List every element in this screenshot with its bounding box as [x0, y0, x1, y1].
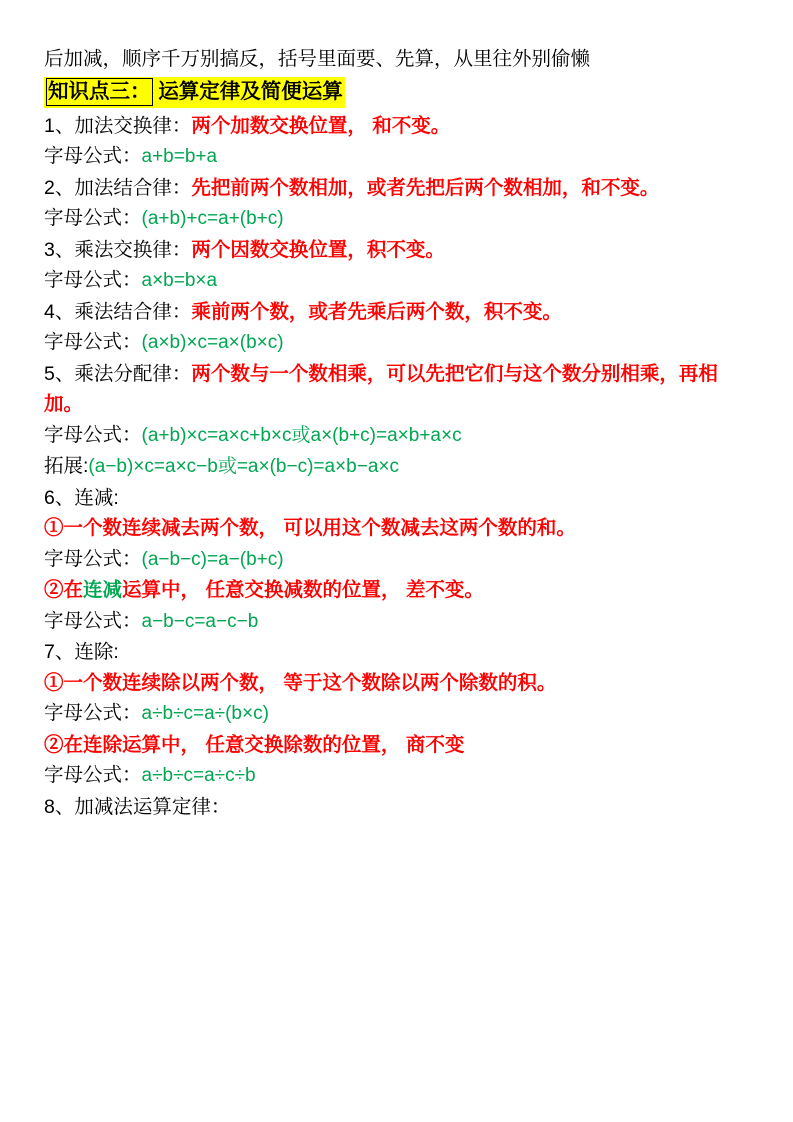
rule-text-7-2: ②在连除运算中， 任意交换除数的位置， 商不变: [44, 733, 465, 756]
formula-label-4: 字母公式：: [44, 331, 142, 353]
formula-row-2: [44, 203, 749, 235]
rule-text-7-1: ①一个数连续除以两个数， 等于这个数除以两个除数的积。: [44, 671, 557, 694]
rule-row-1: [44, 111, 749, 142]
section-heading-text: [44, 77, 345, 108]
formula-label-2: 字母公式：: [44, 207, 142, 229]
rule-row-7-sub1: [44, 668, 749, 699]
rule-text-6-1: ①一个数连续减去两个数， 可以用这个数减去这两个数的和。: [44, 517, 576, 539]
formula-row-5: [44, 420, 749, 452]
formula-text-3: a×b=b×a: [141, 270, 218, 291]
rule-row-5: [44, 359, 749, 420]
formula-text-6-1: (a−b−c)=a−(b+c): [141, 548, 284, 570]
rule-row-6-label: [44, 483, 749, 514]
rule-row-4: [44, 297, 749, 328]
extension-label-5: 拓展:: [44, 455, 89, 477]
rule-label-7: 7、连除:: [44, 641, 119, 663]
formula-label-7-2: 字母公式：: [44, 764, 142, 786]
top-continuation-line: 后加减，顺序千万别搞反，括号里面要、先算，从里往外别偷懒: [44, 48, 591, 70]
rule-row-8-label: [44, 792, 749, 823]
formula-text-6-2: a−b−c=a−c−b: [141, 610, 259, 632]
formula-text-7-1: a÷b÷c=a÷(b×c): [141, 703, 269, 724]
formula-label-7-1: 字母公式：: [44, 702, 142, 724]
rule-label-2: 2、加法结合律：: [44, 176, 192, 199]
rule-label-8: 8、加减法运算定律：: [44, 795, 231, 818]
rule-text-2: 先把前两个数相加，或者先把后两个数相加，和不变。: [191, 176, 660, 199]
rule-row-7-sub2: [44, 730, 749, 761]
section-heading-rest: 运算定律及简便运算: [152, 79, 343, 103]
formula-label-3: 字母公式：: [44, 269, 142, 291]
formula-text-2: (a+b)+c=a+(b+c): [141, 208, 284, 229]
formula-row-6-1: [44, 544, 749, 576]
rule-row-6-sub1: [44, 513, 749, 544]
section-heading: [44, 77, 749, 108]
formula-row-1: [44, 141, 749, 173]
formula-text-7-2: a÷b÷c=a÷c÷b: [141, 765, 256, 786]
rule-row-3: [44, 235, 749, 266]
rule-label-6: 6、连减:: [44, 486, 119, 509]
formula-row-4: [44, 327, 749, 359]
extension-row-5: [44, 451, 749, 483]
formula-text-4: (a×b)×c=a×(b×c): [141, 332, 284, 353]
rule-text-5: 两个数与一个数相乘，可以先把它们与这个数分别相乘，再相加。: [44, 362, 718, 415]
rule-label-3: 3、乘法交换律：: [44, 238, 192, 261]
rule-text-3: 两个因数交换位置，积不变。: [191, 238, 445, 261]
rule-label-4: 4、乘法结合律：: [44, 300, 192, 323]
formula-row-3: [44, 265, 749, 297]
formula-row-6-2: [44, 606, 749, 638]
rule-label-1: 1、加法交换律：: [44, 114, 192, 137]
rule-text-6-2-prefix: ②在: [44, 579, 84, 601]
section-heading-boxed-label: 知识点三：: [46, 78, 153, 106]
formula-text-5: (a+b)×c=a×c+b×c或a×(b+c)=a×b+a×c: [141, 424, 462, 446]
formula-label-5: 字母公式：: [44, 423, 142, 446]
rule-text-6-2-highlight: 连减: [83, 579, 123, 601]
formula-row-7-2: [44, 760, 749, 792]
rule-row-6-sub2: [44, 575, 749, 606]
rule-row-2: [44, 173, 749, 204]
rule-row-7-label: [44, 637, 749, 668]
rule-text-4: 乘前两个数，或者先乘后两个数，积不变。: [191, 300, 562, 323]
extension-formula-5: (a−b)×c=a×c−b或=a×(b−c)=a×b−a×c: [88, 456, 399, 477]
rule-label-5: 5、乘法分配律：: [44, 362, 192, 385]
formula-label-1: 字母公式：: [44, 145, 142, 167]
formula-row-7-1: [44, 698, 749, 730]
formula-label-6-2: 字母公式：: [44, 609, 142, 632]
rule-text-1: 两个加数交换位置， 和不变。: [191, 114, 451, 137]
formula-text-1: a+b=b+a: [141, 146, 218, 167]
formula-label-6-1: 字母公式：: [44, 547, 142, 570]
rule-text-6-2-suffix: 运算中， 任意交换减数的位置， 差不变。: [122, 579, 484, 601]
